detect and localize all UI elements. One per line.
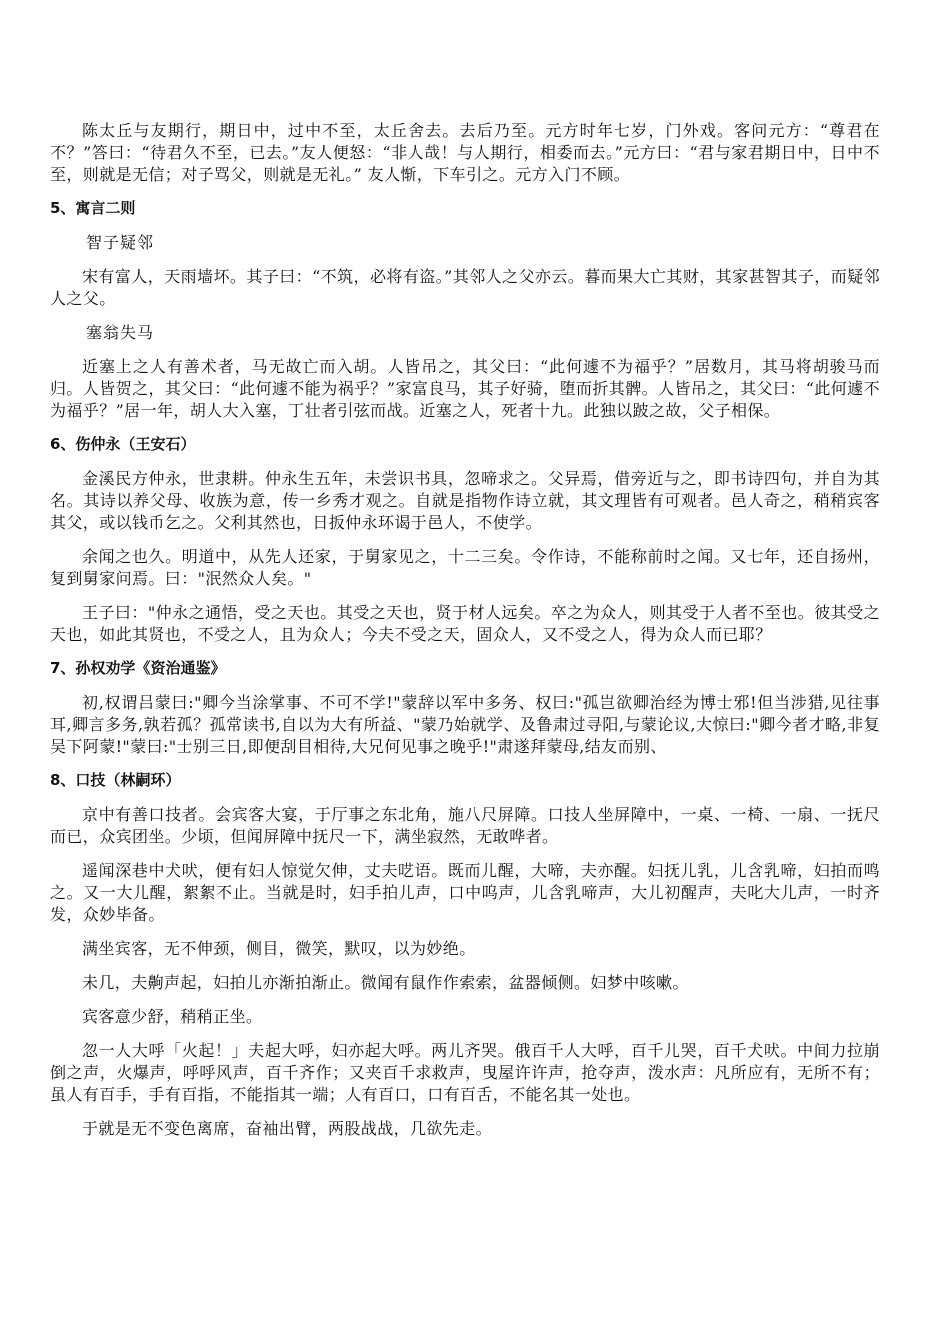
paragraph-kouji-5: 宾客意少舒，稍稍正坐。 (82, 1007, 263, 1026)
paragraph-kouji-2: 遥闻深巷中犬吠，便有妇人惊觉欠伸，丈夫呓语。既而儿醒，大啼，夫亦醒。妇抚儿乳，儿含乳啼，妇拍而鸣之。又一大儿醒，絮絮不止。当就是时，妇手拍儿声，口中呜声，儿含乳啼声，大儿初醒声，夫叱大儿声，一时齐发，众妙毕备。 (50, 861, 880, 924)
subtitle-saiweng-shima: 塞翁失马 (86, 323, 155, 342)
paragraph-saiweng-shima: 近塞上之人有善术者，马无故亡而入胡。人皆吊之，其父曰：“此何遽不为福乎？”居数月，其马将胡骏马而归。人皆贺之，其父曰：“此何遽不能为祸乎？”家富良马，其子好骑，堕而折其髀。人皆吊之，其父曰：“此何遽不为福乎？”居一年，胡人大入塞，丁壮者引弦而战。近塞之人，死者十九。此独以跛之故，父子相保。 (50, 357, 880, 420)
paragraph-kouji-7: 于就是无不变色离席，奋袖出臂，两股战战，几欲先走。 (82, 1119, 493, 1138)
paragraph-sunquan-quanxue: 初,权谓吕蒙曰:"卿今当涂掌事、不可不学!"蒙辞以军中多务、权曰:"孤岂欲卿治经为博士邪!但当涉猎,见往事耳,卿言多务,孰若孤？孤常读书,自以为大有所益、"蒙乃始就学、及鲁肃过寻阳,与蒙论议,大惊曰:"卿今者才略,非复吴下阿蒙!"蒙曰:"士别三日,即便刮目相待,大兄何见事之晚乎!"肃遂拜蒙母,结友而别、 (50, 693, 880, 756)
paragraph-zhongyong-3: 王子曰："仲永之通悟，受之天也。其受之天也，贤于材人远矣。卒之为众人，则其受于人者不至也。彼其受之天也，如此其贤也，不受之人，且为众人；今夫不受之天，固众人，又不受之人，得为众人而已耶？ (50, 603, 880, 644)
paragraph-zhongyong-2: 余闻之也久。明道中，从先人还家，于舅家见之，十二三矣。令作诗，不能称前时之闻。又七年，还自扬州，复到舅家问焉。曰："泯然众人矣。" (50, 547, 880, 588)
paragraph-kouji-4: 未几，夫齁声起，妇拍儿亦渐拍渐止。微闻有鼠作作索索，盆器倾侧。妇梦中咳嗽。 (82, 973, 689, 992)
subtitle-zhizi-yilin: 智子疑邻 (86, 233, 155, 252)
paragraph-zhongyong-1: 金溪民方仲永，世隶耕。仲永生五年，未尝识书具，忽啼求之。父异焉，借旁近与之，即书诗四句，并自为其名。其诗以养父母、收族为意，传一乡秀才观之。自就是指物作诗立就，其文理皆有可观者。邑人奇之，稍稍宾客其父，或以钱币乞之。父利其然也，日扳仲永环谒于邑人，不使学。 (50, 469, 880, 532)
section-heading-7: 7、孙权劝学《资治通鉴》 (50, 659, 226, 677)
paragraph-chen-taiqiu: 陈太丘与友期行，期日中，过中不至，太丘舍去。去后乃至。元方时年七岁，门外戏。客问元方：“尊君在不？”答曰：“待君久不至，已去。”友人便怒：“非人哉！与人期行，相委而去。”元方曰：“君与家君期日中，日中不至，则就是无信；对子骂父，则就是无礼。” 友人惭，下车引之。元方入门不顾。 (50, 121, 880, 184)
section-heading-8: 8、口技（林嗣环） (50, 771, 181, 789)
paragraph-kouji-3: 满坐宾客，无不伸颈，侧目，微笑，默叹，以为妙绝。 (82, 939, 476, 958)
section-heading-5: 5、寓言二则 (50, 199, 136, 217)
paragraph-zhizi-yilin: 宋有富人，天雨墙坏。其子曰：“不筑，必将有盗。”其邻人之父亦云。暮而果大亡其财，其家甚智其子，而疑邻人之父。 (50, 267, 880, 308)
paragraph-kouji-6: 忽一人大呼「火起！」夫起大呼，妇亦起大呼。两儿齐哭。俄百千人大呼，百千儿哭，百千犬吠。中间力拉崩倒之声，火爆声，呼呼风声，百千齐作；又夹百千求救声，曳屋许许声，抢夺声，泼水声：凡所应有，无所不有；虽人有百手，手有百指，不能指其一端；人有百口，口有百舌，不能名其一处也。 (50, 1041, 880, 1104)
section-heading-6: 6、伤仲永（王安石） (50, 435, 196, 453)
paragraph-kouji-1: 京中有善口技者。会宾客大宴，于厅事之东北角，施八尺屏障。口技人坐屏障中，一桌、一椅、一扇、一抚尺而已，众宾团坐。少顷，但闻屏障中抚尺一下，满坐寂然，无敢哗者。 (50, 805, 880, 846)
